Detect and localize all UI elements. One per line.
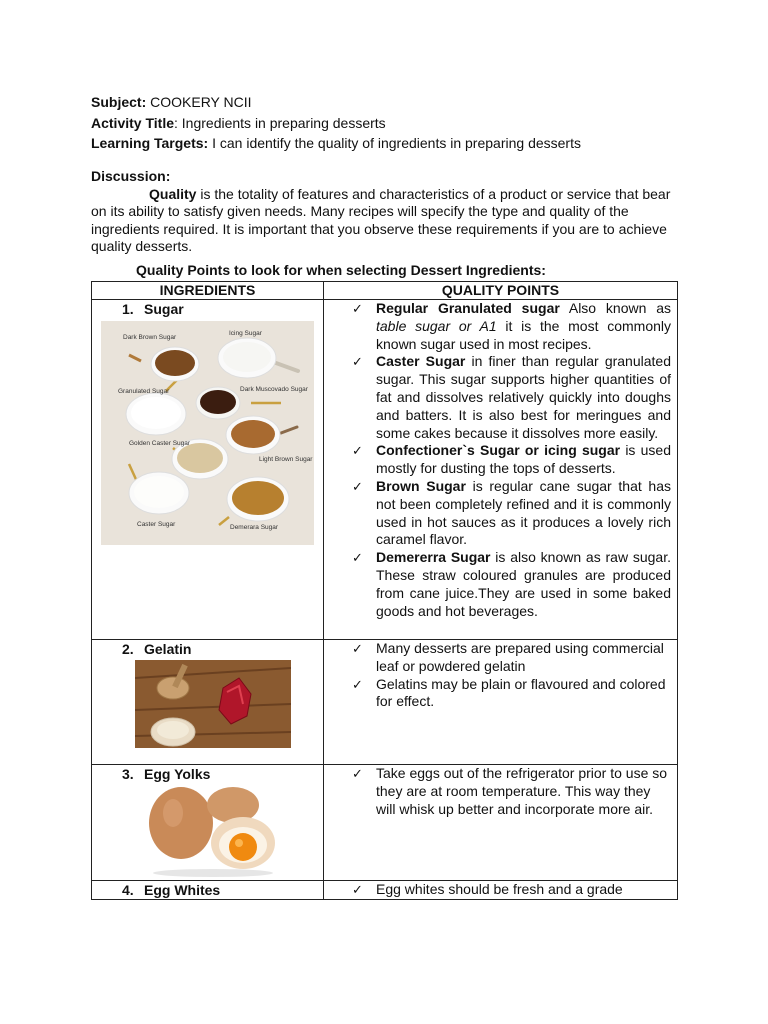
list-item: ✓ Caster Sugar in finer than regular granulated sugar. This sugar supports higher quantities of fat and dissolves relatively quickly into doughs and batters. It is also best for meringues and some cakes because it dissolves more easily. (352, 353, 671, 441)
table-row-sugar (92, 300, 678, 640)
sugar-varieties-photo (101, 321, 323, 548)
quality-cell-sugar (324, 300, 678, 640)
list-item: ✓ Confectioner`s Sugar or icing sugar is used mostly for dusting the tops of desserts. (352, 442, 671, 477)
document-page (91, 92, 679, 900)
list-item: ✓ Egg whites should be fresh and a grade (352, 881, 623, 897)
label-icing-sugar: Icing Sugar (229, 330, 262, 337)
quality-points-column-header: QUALITY POINTS (324, 282, 678, 300)
label-demerara-sugar: Demerara Sugar (230, 524, 279, 531)
list-item: ✓ Take eggs out of the refrigerator prior to use so they are at room temperature. This way they will whisk up better and incorporate more air. (352, 765, 668, 817)
label-light-brown-sugar: Light Brown Sugar (259, 456, 313, 463)
checkmark-icon: ✓ (352, 882, 363, 897)
discussion-paragraph (91, 186, 679, 256)
quality-cell-egg-whites (324, 881, 678, 900)
learning-targets-label: Learning Targets: (91, 135, 209, 151)
quality-points-table (91, 281, 678, 900)
list-item: ✓ Many desserts are prepared using commercial leaf or powdered gelatin (352, 640, 664, 674)
ingredient-cell-egg-yolks (92, 765, 324, 881)
label-caster-sugar: Caster Sugar (137, 521, 176, 528)
table-row-gelatin (92, 640, 678, 765)
table-header-row (92, 282, 678, 300)
gelatin-quality-list (324, 640, 677, 711)
checkmark-icon: ✓ (352, 301, 363, 316)
ingredient-cell-gelatin (92, 640, 324, 765)
checkmark-icon: ✓ (352, 550, 363, 566)
table-caption: Quality Points to look for when selecting Dessert Ingredients: (136, 261, 546, 278)
egg-whites-quality-list (324, 881, 677, 899)
activity-title-line (91, 113, 679, 134)
checkmark-icon: ✓ (352, 354, 363, 370)
ingredient-name-gelatin: 2. Gelatin (122, 641, 192, 657)
sugar-bowls-image (101, 321, 314, 545)
quality-cell-gelatin (324, 640, 678, 765)
checkmark-icon: ✓ (352, 443, 363, 459)
checkmark-icon: ✓ (352, 676, 363, 692)
egg-yolks-image (133, 785, 293, 877)
discussion-text: is the totality of features and characteristics of a product or service that bear on its ability to satisfy given needs. Many recipes will specify the type and quality of the ingredients required. It is important that you observe these requirements if you are to achieve quality desserts. (91, 185, 671, 254)
table-row-egg-yolks (92, 765, 678, 881)
quality-term: Quality (149, 185, 197, 202)
ingredient-name-egg-yolks: 3. Egg Yolks (122, 766, 211, 782)
egg-yolks-photo (133, 785, 323, 880)
ingredient-name-sugar: 1. Sugar (122, 301, 184, 317)
checkmark-icon: ✓ (352, 641, 363, 656)
learning-targets-line (91, 133, 679, 154)
activity-title-value: : Ingredients in preparing desserts (174, 114, 386, 131)
ingredient-cell-egg-whites (92, 881, 324, 900)
list-item: ✓ Gelatins may be plain or flavoured and colored for effect. (352, 675, 666, 710)
learning-targets-value: I can identify the quality of ingredients in preparing desserts (208, 135, 581, 151)
quality-cell-egg-yolks (324, 765, 678, 881)
sugar-quality-list (324, 300, 677, 620)
subject-label: Subject: (91, 94, 147, 110)
gelatin-image (135, 660, 291, 748)
subject-value: COOKERY NCII (146, 94, 252, 110)
checkmark-icon: ✓ (352, 766, 363, 781)
ingredients-column-header: INGREDIENTS (92, 282, 324, 300)
label-golden-caster-sugar: Golden Caster Sugar (129, 440, 191, 447)
gelatin-photo (135, 660, 323, 751)
discussion-heading: Discussion: (91, 167, 171, 184)
list-item: ✓ Brown Sugar is regular cane sugar that has not been completely refined and it is commonly used in hot sauces as it produces a lovely rich caramel flavor. (352, 477, 671, 548)
label-dark-muscovado-sugar: Dark Muscovado Sugar (240, 386, 308, 393)
label-granulated-sugar: Granulated Sugar (118, 388, 170, 395)
checkmark-icon: ✓ (352, 478, 363, 494)
list-item: ✓ Demererra Sugar is also known as raw sugar. These straw coloured granules are produced from cane juice.They are used in some baked goods and hot beverages. (352, 549, 671, 619)
ingredient-name-egg-whites: 4. Egg Whites (122, 882, 221, 898)
egg-yolks-quality-list (324, 765, 677, 818)
label-dark-brown-sugar: Dark Brown Sugar (123, 334, 177, 341)
table-row-egg-whites (92, 881, 678, 900)
ingredient-cell-sugar (92, 300, 324, 640)
list-item: ✓ Regular Granulated sugar Also known as table sugar or A1 it is the most commonly known sugar used in most recipes. (352, 300, 672, 352)
activity-title-label: Activity Title (91, 114, 174, 131)
subject-line (91, 92, 679, 113)
